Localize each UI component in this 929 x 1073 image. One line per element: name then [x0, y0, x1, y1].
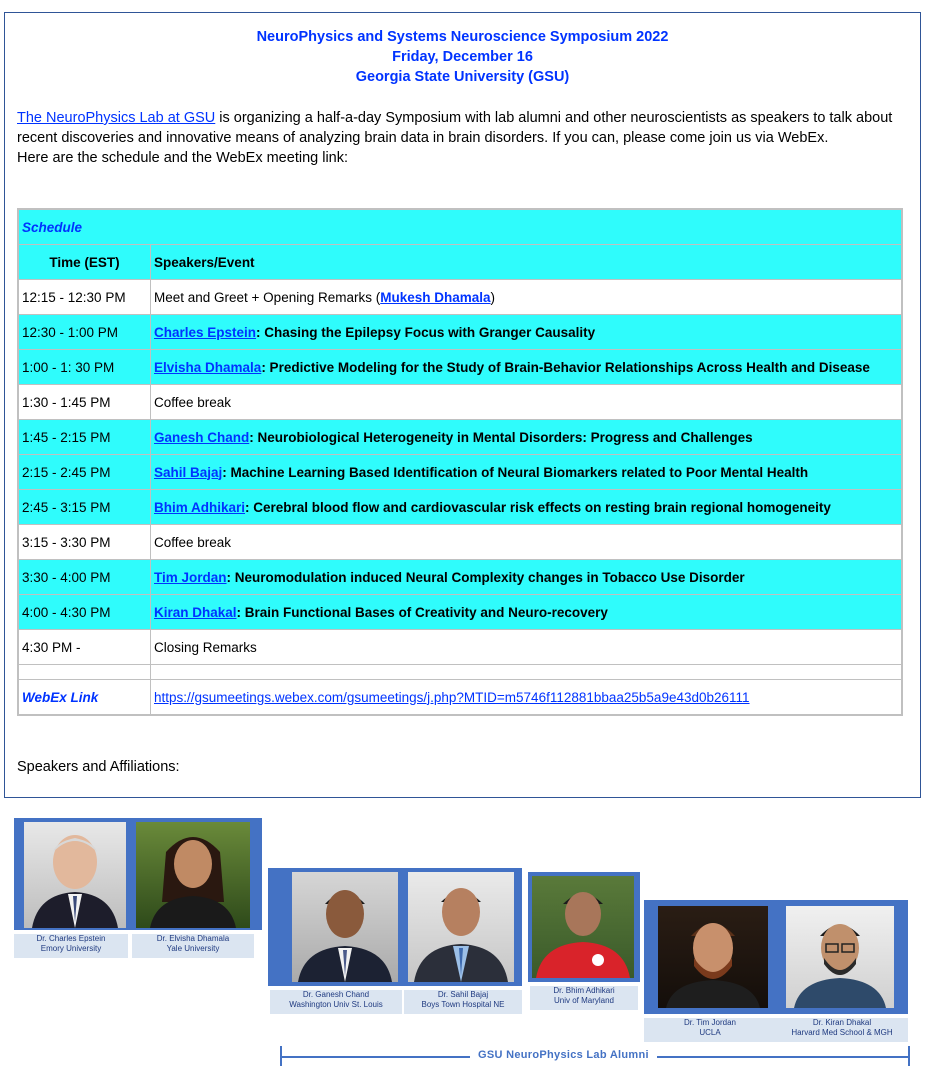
schedule-row — [18, 420, 902, 455]
row-time: 12:30 - 1:00 PM — [18, 315, 151, 350]
announcement-frame — [4, 12, 921, 798]
speaker-name: Dr. Elvisha Dhamala — [156, 934, 230, 943]
alumni-label: GSU NeuroPhysics Lab Alumni — [470, 1049, 657, 1061]
speaker-affiliation: Boys Town Hospital NE — [421, 1000, 505, 1009]
caption-epstein — [14, 934, 128, 958]
speaker-link[interactable]: Kiran Dhakal — [154, 604, 237, 620]
intro-text: is organizing a half-a-day Symposium with lab alumni and other neuroscientists as speakers to talk about recent discoveries and innovative means of analyzing brain data in brain disorders. If you can, please come join us via WebEx. — [17, 110, 893, 146]
event-text: Coffee break — [154, 534, 232, 550]
photo-bajaj — [408, 872, 514, 982]
row-time: 1:00 - 1: 30 PM — [18, 350, 151, 385]
row-time: 1:30 - 1:45 PM — [18, 385, 151, 420]
speaker-affiliation: Univ of Maryland — [553, 996, 615, 1005]
event-text: Coffee break — [154, 394, 232, 410]
schedule-row — [18, 455, 902, 490]
speaker-affiliation: Harvard Med School & MGH — [791, 1028, 893, 1037]
schedule-row — [18, 350, 902, 385]
symposium-title: NeuroPhysics and Systems Neuroscience Symposium 2022 — [256, 29, 669, 45]
speaker-link[interactable]: Mukesh Dhamala — [380, 289, 491, 305]
event-text: Closing Remarks — [154, 639, 257, 655]
speaker-name: Dr. Ganesh Chand — [302, 990, 370, 999]
speaker-name: Dr. Tim Jordan — [683, 1018, 736, 1027]
speaker-link[interactable]: Bhim Adhikari — [154, 499, 246, 515]
caption-dhamala — [132, 934, 254, 958]
row-time: 4:30 PM - — [18, 630, 151, 665]
alumni-arrow-right-cap — [908, 1046, 910, 1066]
row-event — [151, 525, 903, 560]
photo-dhakal — [786, 906, 894, 1008]
schedule-header-row — [18, 245, 902, 280]
schedule-row — [18, 385, 902, 420]
talk-title: : Neuromodulation induced Neural Complexity changes in Tobacco Use Disorder — [226, 569, 745, 585]
caption-bajaj — [404, 990, 522, 1014]
row-event — [151, 315, 903, 350]
webex-row — [18, 680, 902, 716]
schedule-row — [18, 490, 902, 525]
speaker-link[interactable]: Tim Jordan — [154, 569, 227, 585]
photo-chand — [292, 872, 398, 982]
talk-title: : Cerebral blood flow and cardiovascular risk effects on resting brain regional homogeneity — [245, 499, 831, 515]
row-event — [151, 350, 903, 385]
caption-dhakal — [776, 1018, 908, 1042]
photo-jordan — [658, 906, 768, 1008]
symposium-venue: Georgia State University (GSU) — [355, 69, 570, 85]
schedule-row — [18, 525, 902, 560]
col-event-header: Speakers/Event — [151, 245, 903, 280]
talk-title: : Machine Learning Based Identification of Neural Biomarkers related to Poor Mental Health — [222, 464, 809, 480]
col-time-header: Time (EST) — [18, 245, 151, 280]
symposium-date: Friday, December 16 — [392, 49, 533, 65]
row-time: 12:15 - 12:30 PM — [18, 280, 151, 315]
schedule-row — [18, 280, 902, 315]
caption-adhikari — [530, 986, 638, 1010]
speaker-name: Dr. Sahil Bajaj — [437, 990, 489, 999]
row-event — [151, 595, 903, 630]
talk-title: : Chasing the Epilepsy Focus with Granger Causality — [256, 324, 596, 340]
schedule-row — [18, 630, 902, 665]
schedule-table — [17, 208, 903, 716]
photo-adhikari — [532, 876, 634, 978]
photo-dhamala — [136, 822, 250, 928]
speaker-affiliation: UCLA — [699, 1028, 721, 1037]
schedule-title-row — [18, 209, 902, 245]
webex-label: WebEx Link — [18, 680, 151, 716]
schedule-row — [18, 560, 902, 595]
caption-jordan — [644, 1018, 776, 1042]
row-event — [151, 420, 903, 455]
row-event — [151, 490, 903, 525]
talk-title: : Brain Functional Bases of Creativity and Neuro-recovery — [236, 604, 608, 620]
row-event — [151, 630, 903, 665]
speaker-link[interactable]: Sahil Bajaj — [154, 464, 223, 480]
intro-paragraph — [17, 108, 907, 168]
row-time: 1:45 - 2:15 PM — [18, 420, 151, 455]
row-event — [151, 560, 903, 595]
row-time: 2:45 - 3:15 PM — [18, 490, 151, 525]
page-header — [5, 27, 920, 87]
talk-title: : Predictive Modeling for the Study of Brain-Behavior Relationships Across Health and Disease — [261, 359, 870, 375]
speaker-affiliation: Emory University — [40, 944, 102, 953]
speaker-name: Dr. Kiran Dhakal — [812, 1018, 872, 1027]
lab-link[interactable]: The NeuroPhysics Lab at GSU — [17, 110, 216, 126]
event-text: Meet and Greet + Opening Remarks ( — [154, 289, 381, 305]
schedule-title: Schedule — [18, 209, 902, 245]
schedule-row — [18, 315, 902, 350]
row-event — [151, 455, 903, 490]
speaker-name: Dr. Charles Epstein — [36, 934, 106, 943]
intro-text-2: Here are the schedule and the WebEx meeting link: — [17, 150, 349, 166]
speaker-name: Dr. Bhim Adhikari — [553, 986, 615, 995]
speaker-link[interactable]: Ganesh Chand — [154, 429, 250, 445]
row-time: 2:15 - 2:45 PM — [18, 455, 151, 490]
event-text-suffix: ) — [490, 289, 496, 305]
speaker-link[interactable]: Elvisha Dhamala — [154, 359, 262, 375]
webex-link[interactable]: https://gsumeetings.webex.com/gsumeetings/j.php?MTID=m5746f112881bbaa25b5a9e43d0b26111 — [154, 689, 750, 705]
caption-chand — [270, 990, 402, 1014]
row-time: 4:00 - 4:30 PM — [18, 595, 151, 630]
talk-title: : Neurobiological Heterogeneity in Mental Disorders: Progress and Challenges — [249, 429, 753, 445]
affiliations-label: Speakers and Affiliations: — [17, 759, 180, 775]
spacer-row — [18, 665, 902, 680]
row-event — [151, 385, 903, 420]
schedule-row — [18, 595, 902, 630]
row-time: 3:15 - 3:30 PM — [18, 525, 151, 560]
speaker-affiliation: Washington Univ St. Louis — [289, 1000, 383, 1009]
row-time: 3:30 - 4:00 PM — [18, 560, 151, 595]
row-event — [151, 280, 903, 315]
speaker-affiliation: Yale University — [166, 944, 220, 953]
speaker-link[interactable]: Charles Epstein — [154, 324, 257, 340]
photo-epstein — [24, 822, 126, 928]
